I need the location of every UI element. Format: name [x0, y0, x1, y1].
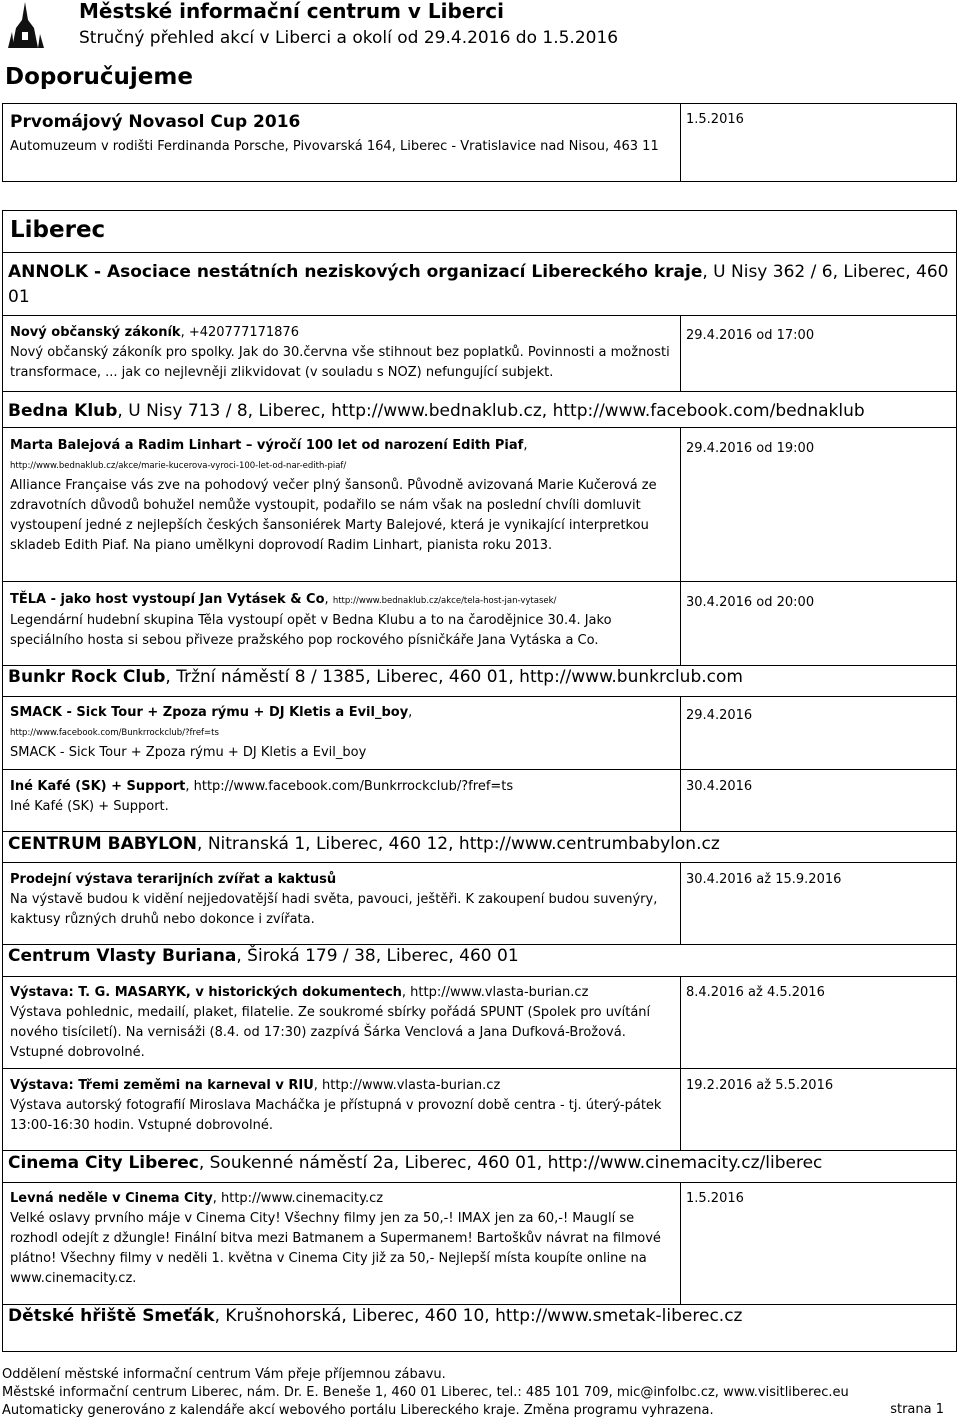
venue-name: Bedna Klub — [8, 401, 118, 421]
page-title: Městské informační centrum v Liberci — [79, 0, 504, 23]
event-title: Výstava: T. G. MASARYK, v historických dokumentech — [10, 985, 402, 1000]
venue-header — [8, 944, 519, 969]
event-title: Nový občanský zákoník — [10, 325, 181, 340]
event-description: Nový občanský zákoník pro spolky. Jak do 30.června vše stihnout bez poplatků. Povinnosti a možnosti transformace, ... jak co nejlevněji zlikvidovat (v souladu s NOZ) nefungující subjekt. — [10, 345, 670, 380]
venue-address: , Krušnohorská, Liberec, 460 10, http://www.smetak-liberec.cz — [214, 1306, 743, 1326]
event-item — [10, 703, 675, 763]
event-title-extra: , http://www.facebook.com/Bunkrrockclub/?fref=ts — [185, 779, 514, 794]
recommended-box — [2, 103, 957, 182]
venue-header — [8, 832, 720, 857]
event-date: 8.4.2016 až 4.5.2016 — [686, 985, 825, 1000]
venue-address: , U Nisy 713 / 8, Liberec, http://www.bednaklub.cz, http://www.facebook.com/bednaklub — [117, 401, 865, 421]
event-date: 30.4.2016 až 15.9.2016 — [686, 872, 842, 887]
venue-address: , Široká 179 / 38, Liberec, 460 01 — [236, 946, 519, 966]
event-title-extra: , http://www.vlasta-burian.cz — [313, 1078, 501, 1093]
venue-header — [8, 665, 743, 690]
event-item — [10, 777, 675, 817]
footer-contact: Městské informační centrum Liberec, nám. Dr. E. Beneše 1, 460 01 Liberec, tel.: 485 101 709, mic@infolbc.cz, www.visitliberec.eu — [2, 1385, 849, 1400]
venue-name: ANNOLK - Asociace nestátních neziskových organizací Libereckého kraje — [8, 262, 703, 282]
liberec-city-logo — [4, 2, 46, 50]
event-title-extra: , http://www.cinemacity.cz — [212, 1191, 384, 1206]
recommended-event-address: Automuzeum v rodišti Ferdinanda Porsche, Pivovarská 164, Liberec - Vratislavice nad Nisou, 463 11 — [10, 139, 659, 154]
event-title: Výstava: Třemi zeměmi na karneval v RIU — [10, 1078, 314, 1093]
event-date: 29.4.2016 — [686, 708, 753, 723]
event-url[interactable]: http://www.facebook.com/Bunkrrockclub/?fref=ts — [10, 728, 219, 738]
event-url[interactable]: http://www.bednaklub.cz/akce/marie-kucerova-vyroci-100-let-od-nar-edith-piaf/ — [10, 461, 347, 471]
event-description: Na výstavě budou k vidění nejjedovatější hadi světa, pavouci, ještěři. K zakoupení budou suvenýry, kaktusy různých druhů nebo dokonce i zvířata. — [10, 892, 658, 927]
event-title-extra: , — [324, 592, 329, 607]
event-title: Iné Kafé (SK) + Support — [10, 779, 186, 794]
event-item — [10, 1076, 675, 1136]
venue-header — [8, 1151, 822, 1176]
event-date: 1.5.2016 — [686, 1191, 744, 1206]
venue-name: Dětské hřiště Smeťák — [8, 1306, 215, 1326]
footer-note: Automaticky generováno z kalendáře akcí webového portálu Libereckého kraje. Změna programu vyhrazena. — [2, 1403, 714, 1418]
event-item — [10, 870, 675, 930]
event-item — [10, 1189, 675, 1289]
footer-greeting: Oddělení městské informační centrum Vám přeje příjemnou zábavu. — [2, 1367, 446, 1382]
event-title: Marta Balejová a Radim Linhart – výročí 100 let od narození Edith Piaf — [10, 438, 524, 453]
event-date: 29.4.2016 od 17:00 — [686, 328, 815, 343]
event-description: SMACK - Sick Tour + Zpoza rýmu + DJ Kletis a Evil_boy — [10, 745, 367, 760]
event-item — [10, 590, 675, 651]
venue-address: , Nitranská 1, Liberec, 460 12, http://www.centrumbabylon.cz — [197, 834, 720, 854]
event-description: Iné Kafé (SK) + Support. — [10, 799, 169, 814]
recommended-event-title: Prvomájový Novasol Cup 2016 — [10, 112, 301, 132]
venue-header — [8, 260, 953, 310]
event-title-extra: , — [408, 705, 413, 720]
event-title-extra: , +420777171876 — [180, 325, 299, 340]
event-title: Levná neděle v Cinema City — [10, 1191, 213, 1206]
event-date: 30.4.2016 — [686, 779, 753, 794]
event-date: 29.4.2016 od 19:00 — [686, 441, 815, 456]
venue-header — [8, 1304, 742, 1329]
venue-name: CENTRUM BABYLON — [8, 834, 198, 854]
page-subtitle: Stručný přehled akcí v Liberci a okolí od 29.4.2016 do 1.5.2016 — [79, 28, 619, 48]
venue-name: Cinema City Liberec — [8, 1153, 199, 1173]
city-heading: Liberec — [10, 217, 106, 243]
event-item — [10, 436, 675, 556]
venue-address: , Tržní náměstí 8 / 1385, Liberec, 460 01, http://www.bunkrclub.com — [165, 667, 743, 687]
event-date: 30.4.2016 od 20:00 — [686, 595, 815, 610]
event-description: Výstava autorský fotografií Miroslava Macháčka je přístupná v provozní době centra - tj. úterý-pátek 13:00-16:30 hodin. Vstupné dobrovolné. — [10, 1098, 662, 1133]
event-title: SMACK - Sick Tour + Zpoza rýmu + DJ Kletis a Evil_boy — [10, 705, 409, 720]
city-events-box — [2, 210, 957, 1352]
venue-address: , U Nisy 362 / 6, Liberec, 460 01 — [8, 262, 949, 307]
event-url[interactable]: http://www.bednaklub.cz/akce/tela-host-jan-vytasek/ — [332, 596, 557, 606]
event-description: Legendární hudební skupina Těla vystoupí opět v Bedna Klubu a to na čarodějnice 30.4. Jako speciálního hosta si sebou přiveze pražského pop rockového písničkáře Jana Vytáska a Co. — [10, 613, 612, 648]
venue-address: , Soukenné náměstí 2a, Liberec, 460 01, http://www.cinemacity.cz/liberec — [198, 1153, 823, 1173]
venue-header — [8, 399, 865, 424]
page-number: strana 1 — [890, 1402, 944, 1417]
recommended-event-date: 1.5.2016 — [686, 112, 744, 127]
event-date: 19.2.2016 až 5.5.2016 — [686, 1078, 834, 1093]
venue-name: Centrum Vlasty Buriana — [8, 946, 237, 966]
venue-name: Bunkr Rock Club — [8, 667, 166, 687]
event-title-extra: , — [523, 438, 528, 453]
event-description: Velké oslavy prvního máje v Cinema City! Všechny filmy jen za 50,-! IMAX jen za 60,-! Mauglí se rozhodl odejít z džungle! Finální bitva mezi Batmanem a Supermanem! Bartoškův návrat na filmové plátno! Všechny filmy v neděli 1. května v Cinema City již za 50,- Nejlepší místa koupíte online na www.cinemacity.cz. — [10, 1211, 661, 1286]
event-item — [10, 983, 675, 1063]
recommend-heading: Doporučujeme — [5, 64, 193, 90]
event-description: Výstava pohlednic, medailí, plaket, filatelie. Ze soukromé sbírky pořádá SPUNT (Spolek pro uvítání nového tisíciletí). Na vernisáži (8.4. od 17:30) zazpívá Šárka Venclová a Jana Dufková-Brožová. Vstupné dobrovolné. — [10, 1005, 651, 1060]
event-item — [10, 323, 675, 383]
page-footer — [2, 1366, 849, 1420]
event-title-extra: , http://www.vlasta-burian.cz — [401, 985, 589, 1000]
event-description: Alliance Française vás zve na pohodový večer plný šansonů. Původně avizovaná Marie Kučerová ze zdravotních důvodů bohužel nemůže vystoupit, podařilo se nám však na poslední chvíli domluvit vystoupení jedné z nejlepších českých šansoniérek Marty Balejové, která je vynikající interpretkou skladeb Edith Piaf. Na piano umělkyni doprovodí Radim Linhart, pianista roku 2013. — [10, 478, 657, 553]
event-title: TĚLA - jako host vystoupí Jan Vytásek & Co — [10, 592, 325, 607]
event-title: Prodejní výstava terarijních zvířat a kaktusů — [10, 872, 337, 887]
